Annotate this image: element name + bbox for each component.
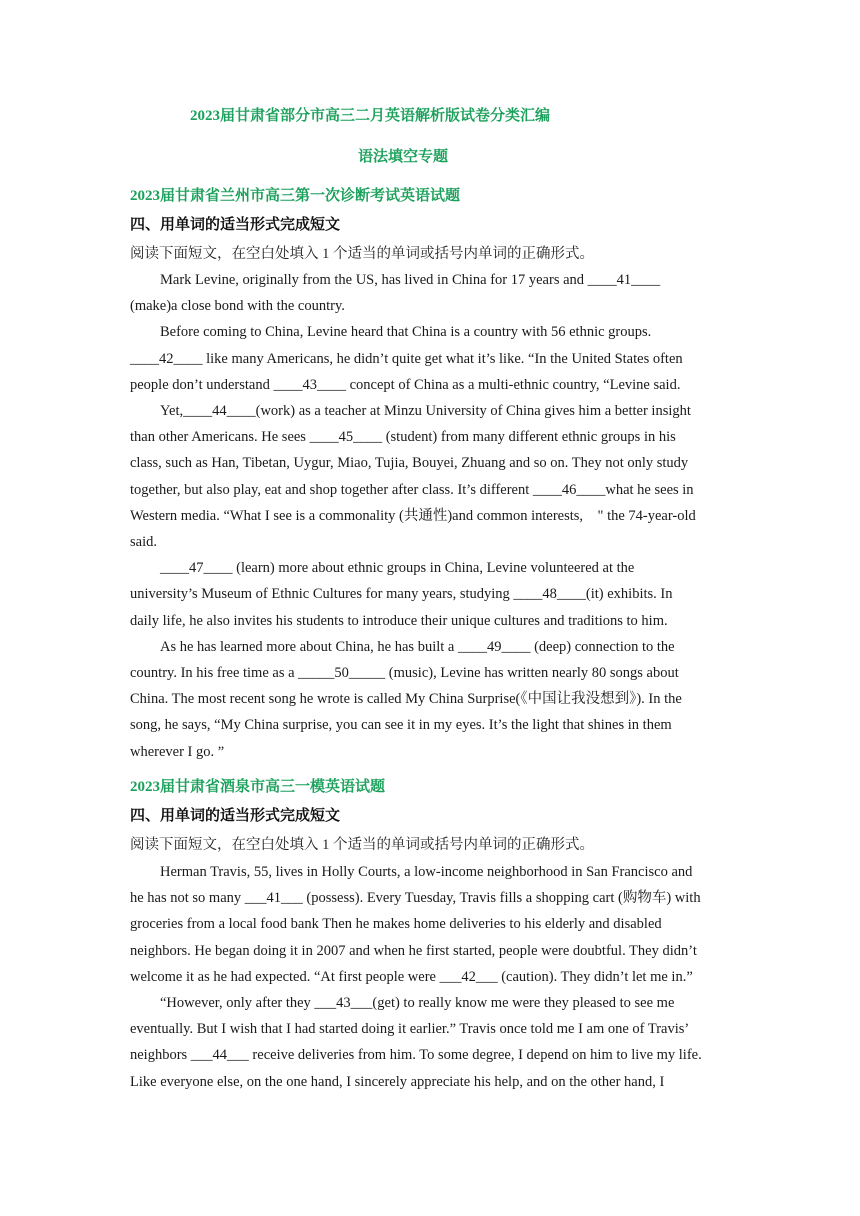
passage-line: groceries from a local food bank Then he makes home deliveries to his elderly and disabled: [130, 916, 662, 933]
passage-line: Yet,____44____(work) as a teacher at Minzu University of China gives him a better insight: [160, 403, 691, 420]
section-2-title: 2023届甘肃省酒泉市高三一模英语试题: [130, 779, 386, 795]
passage-line: eventually. But I wish that I had started doing it earlier.” Travis once told me I am one of Travis’: [130, 1021, 690, 1038]
passage-line: “However, only after they ___43___(get) to really know me were they pleased to see me: [160, 995, 675, 1012]
section-1-title: 2023届甘肃省兰州市高三第一次诊断考试英语试题: [130, 188, 461, 204]
section-1-instruction-wrap: [130, 242, 730, 263]
section-2: [130, 775, 730, 796]
section-1-passage: [130, 267, 730, 765]
section-2-instruction: 阅读下面短文，在空白处填入 1 个适当的单词或括号内单词的正确形式。: [130, 837, 594, 853]
document-subtitle: 语法填空专题: [358, 149, 449, 165]
passage-line: Before coming to China, Levine heard that China is a country with 56 ethnic groups.: [160, 324, 652, 341]
passage-line: said.: [130, 534, 157, 551]
passage-line: neighbors ___44___ receive deliveries from him. To some degree, I depend on him to live my life.: [130, 1047, 702, 1064]
document-title: 2023届甘肃省部分市高三二月英语解析版试卷分类汇编: [190, 108, 551, 124]
passage-line: Mark Levine, originally from the US, has lived in China for 17 years and ____41____: [160, 272, 661, 288]
passage-line: song, he says, “My China surprise, you can see it in my eyes. It’s the light that shines in them: [130, 717, 672, 734]
section-2-instruction-wrap: [130, 833, 730, 854]
passage-line: neighbors. He began doing it in 2007 and when he first started, people were doubtful. They didn’t: [130, 942, 697, 959]
passage-line: China. The most recent song he wrote is called My China Surprise(《中国让我没想到》). In the: [130, 691, 682, 708]
section-1-part-heading: 四、用单词的适当形式完成短文: [130, 217, 341, 233]
passage-line: Western media. “What I see is a commonality (共通性)and common interests, " the 74-year-old: [130, 507, 696, 524]
passage-line: than other Americans. He sees ____45____ (student) from many different ethnic groups in his: [130, 429, 676, 446]
section-1-instruction: 阅读下面短文，在空白处填入 1 个适当的单词或括号内单词的正确形式。: [130, 246, 594, 262]
passage-line: ____47____ (learn) more about ethnic groups in China, Levine volunteered at the: [160, 560, 635, 577]
passage-line: together, but also play, eat and shop together after class. It’s different ____46____what he sees in: [130, 481, 694, 498]
passage-line: (make)a close bond with the country.: [130, 298, 345, 315]
section-1: [130, 184, 730, 205]
passage-line: daily life, he also invites his students to introduce their unique cultures and traditions to him.: [130, 612, 668, 629]
passage-line: wherever I go. ”: [130, 743, 225, 760]
passage-line: Herman Travis, 55, lives in Holly Courts, a low-income neighborhood in San Francisco and: [160, 864, 693, 880]
passage-line: ____42____ like many Americans, he didn’t quite get what it’s like. “In the United States often: [130, 350, 683, 367]
passage-line: class, such as Han, Tibetan, Uygur, Miao, Tujia, Bouyei, Zhuang and so on. They not only study: [130, 455, 689, 472]
section-2-passage: [130, 859, 730, 1095]
passage-line: welcome it as he had expected. “At first people were ___42___ (caution). They didn’t let me in.”: [130, 968, 693, 985]
section-2-part-heading: 四、用单词的适当形式完成短文: [130, 808, 341, 824]
passage-line: As he has learned more about China, he has built a ____49____ (deep) connection to the: [160, 638, 675, 655]
passage-line: he has not so many ___41___ (possess). Every Tuesday, Travis fills a shopping cart (购物车) with: [130, 890, 701, 907]
passage-line: country. In his free time as a _____50_____ (music), Levine has written nearly 80 songs about: [130, 665, 679, 682]
passage-line: Like everyone else, on the one hand, I sincerely appreciate his help, and on the other hand, I: [130, 1073, 665, 1090]
passage-line: university’s Museum of Ethnic Cultures for many years, studying ____48____(it) exhibits. In: [130, 586, 673, 603]
section-2-part-heading-wrap: [130, 804, 730, 825]
section-1-part-heading-wrap: [130, 213, 730, 234]
passage-line: people don’t understand ____43____ concept of China as a multi-ethnic country, “Levine said.: [130, 376, 681, 393]
